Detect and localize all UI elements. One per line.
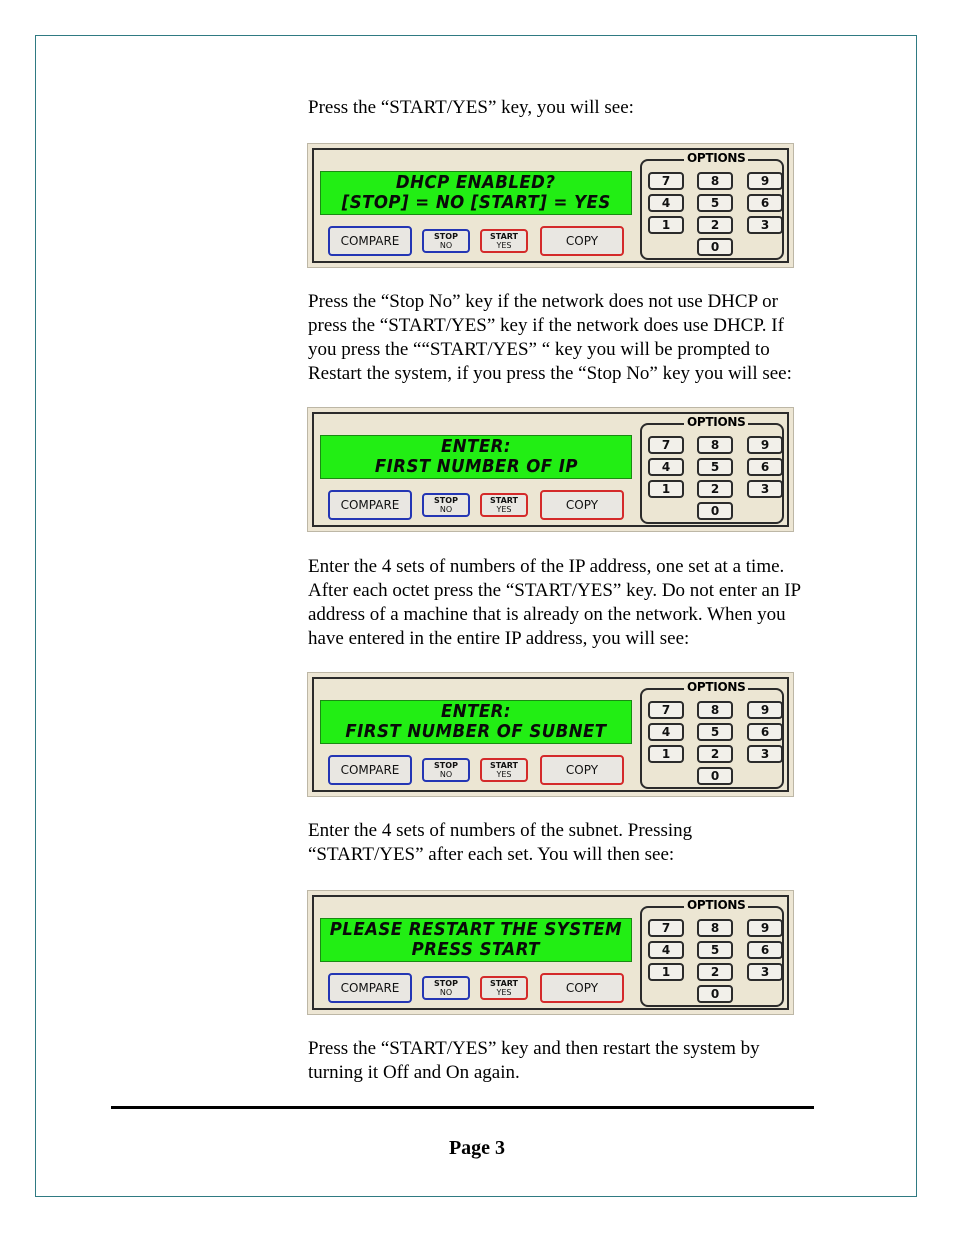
yes-label: YES: [496, 988, 512, 997]
panel-body: [312, 148, 789, 263]
lcd-line-2: FIRST NUMBER OF IP: [374, 456, 578, 477]
stop-no-button[interactable]: [422, 493, 470, 517]
key-0[interactable]: 0: [697, 985, 733, 1003]
instruction-paragraph-5: Press the “START/YES” key and then restart the system by turning it Off and On again.: [308, 1038, 760, 1083]
stop-no-button[interactable]: [422, 229, 470, 253]
key-7[interactable]: 7: [648, 701, 684, 719]
copy-button[interactable]: COPY: [540, 973, 624, 1003]
no-label: NO: [439, 241, 453, 250]
key-4[interactable]: 4: [648, 723, 684, 741]
start-yes-button[interactable]: [480, 493, 528, 517]
key-8[interactable]: 8: [697, 436, 733, 454]
lcd-display: [320, 435, 632, 479]
key-1[interactable]: 1: [648, 745, 684, 763]
key-6[interactable]: 6: [747, 723, 783, 741]
key-7[interactable]: 7: [648, 436, 684, 454]
key-8[interactable]: 8: [697, 172, 733, 190]
options-label: OPTIONS: [684, 415, 748, 429]
key-2[interactable]: 2: [697, 216, 733, 234]
device-panel-dhcp: [307, 143, 794, 268]
key-3[interactable]: 3: [747, 480, 783, 498]
key-1[interactable]: 1: [648, 963, 684, 981]
yes-label: YES: [496, 505, 512, 514]
panel-body: [312, 895, 789, 1010]
key-4[interactable]: 4: [648, 194, 684, 212]
key-9[interactable]: 9: [747, 172, 783, 190]
stop-label: STOP: [434, 232, 458, 241]
lcd-line-2: [STOP] = NO [START] = YES: [341, 192, 611, 213]
stop-label: STOP: [434, 979, 458, 988]
panel-body: [312, 677, 789, 792]
panel-body: [312, 412, 789, 527]
stop-label: STOP: [434, 761, 458, 770]
no-label: NO: [439, 770, 453, 779]
lcd-display: [320, 171, 632, 215]
key-5[interactable]: 5: [697, 941, 733, 959]
compare-button[interactable]: COMPARE: [328, 226, 412, 256]
key-2[interactable]: 2: [697, 480, 733, 498]
key-3[interactable]: 3: [747, 216, 783, 234]
device-panel-ip: [307, 407, 794, 532]
key-8[interactable]: 8: [697, 701, 733, 719]
key-7[interactable]: 7: [648, 172, 684, 190]
key-2[interactable]: 2: [697, 745, 733, 763]
key-3[interactable]: 3: [747, 745, 783, 763]
start-label: START: [489, 979, 519, 988]
instruction-paragraph-3: Enter the 4 sets of numbers of the IP address, one set at a time. After each octet press the “START/YES” key. Do not enter an IP address of a machine that is already on the network. When you have entered in the entire IP address, you will see:: [308, 556, 802, 649]
start-label: START: [489, 761, 519, 770]
options-label: OPTIONS: [684, 898, 748, 912]
options-label: OPTIONS: [684, 151, 748, 165]
key-0[interactable]: 0: [697, 767, 733, 785]
key-1[interactable]: 1: [648, 480, 684, 498]
key-8[interactable]: 8: [697, 919, 733, 937]
key-0[interactable]: 0: [697, 502, 733, 520]
compare-button[interactable]: COMPARE: [328, 490, 412, 520]
key-6[interactable]: 6: [747, 458, 783, 476]
instruction-paragraph-4: Enter the 4 sets of numbers of the subnet. Pressing “START/YES” after each set. You will then see:: [308, 820, 693, 865]
instruction-paragraph-2: Press the “Stop No” key if the network does not use DHCP or press the “START/YES” key if the network does use DHCP. If you press the ““START/YES” “ key you will be prompted to Restart the system, if you press the “Stop No” key you will see:: [308, 291, 792, 384]
lcd-line-1: ENTER:: [441, 436, 511, 457]
page-number: Page 3: [448, 1137, 506, 1159]
instruction-paragraph-1: Press the “START/YES” key, you will see:: [308, 97, 634, 118]
device-panel-restart: [307, 890, 794, 1015]
copy-button[interactable]: COPY: [540, 490, 624, 520]
key-6[interactable]: 6: [747, 194, 783, 212]
start-yes-button[interactable]: [480, 976, 528, 1000]
key-5[interactable]: 5: [697, 194, 733, 212]
lcd-line-1: ENTER:: [441, 701, 511, 722]
footer-divider: [111, 1106, 814, 1109]
compare-button[interactable]: COMPARE: [328, 973, 412, 1003]
key-6[interactable]: 6: [747, 941, 783, 959]
copy-button[interactable]: COPY: [540, 226, 624, 256]
start-label: START: [489, 232, 519, 241]
key-5[interactable]: 5: [697, 723, 733, 741]
key-9[interactable]: 9: [747, 436, 783, 454]
lcd-line-2: FIRST NUMBER OF SUBNET: [345, 721, 607, 742]
key-3[interactable]: 3: [747, 963, 783, 981]
key-2[interactable]: 2: [697, 963, 733, 981]
yes-label: YES: [496, 770, 512, 779]
key-9[interactable]: 9: [747, 919, 783, 937]
stop-no-button[interactable]: [422, 758, 470, 782]
lcd-line-1: PLEASE RESTART THE SYSTEM: [329, 919, 623, 940]
key-1[interactable]: 1: [648, 216, 684, 234]
key-5[interactable]: 5: [697, 458, 733, 476]
device-panel-subnet: [307, 672, 794, 797]
key-9[interactable]: 9: [747, 701, 783, 719]
key-0[interactable]: 0: [697, 238, 733, 256]
start-label: START: [489, 496, 519, 505]
lcd-line-2: PRESS START: [411, 939, 541, 960]
no-label: NO: [439, 988, 453, 997]
copy-button[interactable]: COPY: [540, 755, 624, 785]
lcd-display: [320, 700, 632, 744]
key-7[interactable]: 7: [648, 919, 684, 937]
key-4[interactable]: 4: [648, 941, 684, 959]
no-label: NO: [439, 505, 453, 514]
compare-button[interactable]: COMPARE: [328, 755, 412, 785]
stop-no-button[interactable]: [422, 976, 470, 1000]
lcd-display: [320, 918, 632, 962]
start-yes-button[interactable]: [480, 758, 528, 782]
key-4[interactable]: 4: [648, 458, 684, 476]
options-label: OPTIONS: [684, 680, 748, 694]
lcd-line-1: DHCP ENABLED?: [396, 172, 556, 193]
stop-label: STOP: [434, 496, 458, 505]
yes-label: YES: [496, 241, 512, 250]
start-yes-button[interactable]: [480, 229, 528, 253]
